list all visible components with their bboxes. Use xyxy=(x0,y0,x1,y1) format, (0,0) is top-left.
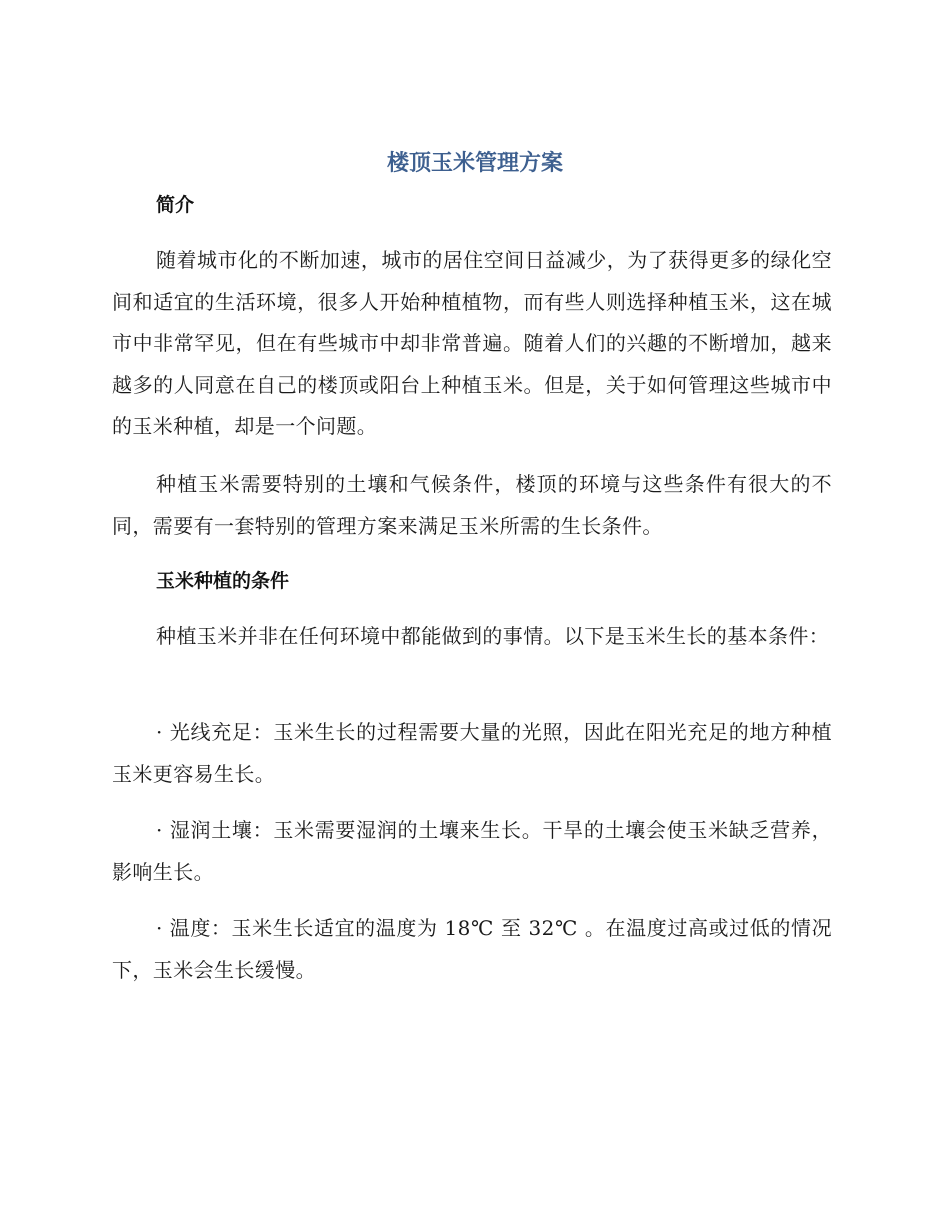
document-title: 楼顶玉米管理方案 xyxy=(386,151,563,176)
condition-item-temperature: · 温度：玉米生长适宜的温度为 18℃ 至 32℃ 。在温度过高或过低的情况下，玉米会生长缓慢。 xyxy=(112,916,832,982)
section-heading-intro: 简介 xyxy=(156,194,195,216)
intro-paragraph-1: 随着城市化的不断加速，城市的居住空间日益减少，为了获得更多的绿化空间和适宜的生活环境，很多人开始种植植物，而有些人则选择种植玉米，这在城市中非常罕见，但在有些城市中却非常普遍。随着人们的兴趣的不断增加，越来越多的人同意在自己的楼顶或阳台上种植玉米。但是，关于如何管理这些城市中的玉米种植，却是一个问题。 xyxy=(112,248,832,438)
conditions-intro-paragraph: 种植玉米并非在任何环境中都能做到的事情。以下是玉米生长的基本条件： xyxy=(156,624,830,648)
condition-item-soil: · 湿润土壤：玉米需要湿润的土壤来生长。干旱的土壤会使玉米缺乏营养，影响生长。 xyxy=(112,818,832,884)
section-heading-conditions: 玉米种植的条件 xyxy=(156,570,290,592)
condition-item-light: · 光线充足：玉米生长的过程需要大量的光照，因此在阳光充足的地方种植玉米更容易生长。 xyxy=(112,720,832,786)
intro-paragraph-2: 种植玉米需要特别的土壤和气候条件，楼顶的环境与这些条件有很大的不同，需要有一套特别的管理方案来满足玉米所需的生长条件。 xyxy=(112,472,832,538)
